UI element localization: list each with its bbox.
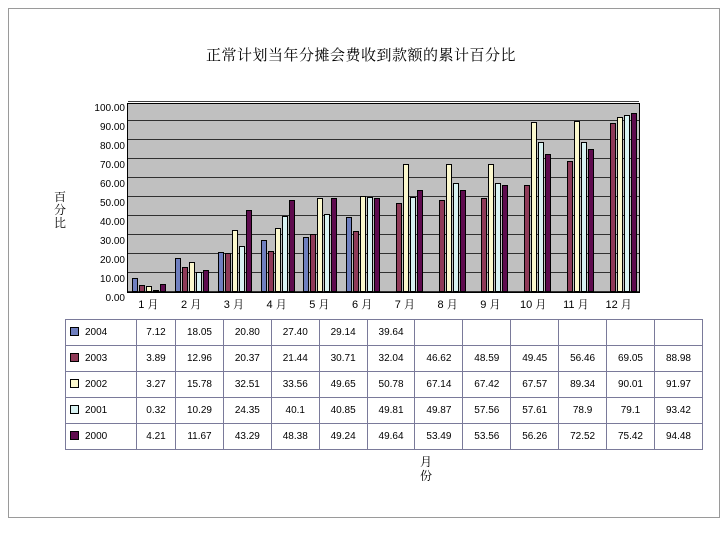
- bar[interactable]: [360, 196, 366, 292]
- legend-series-label: 2004: [85, 327, 108, 338]
- bar[interactable]: [146, 286, 152, 292]
- plot-wrapper: [127, 103, 640, 293]
- plot-region: [127, 103, 640, 293]
- bar-group: [256, 104, 299, 292]
- table-cell: 27.40: [271, 320, 319, 346]
- table-cell: 49.45: [511, 346, 559, 372]
- table-cell: [607, 320, 655, 346]
- table-cell: 20.37: [223, 346, 271, 372]
- chart-area[interactable]: [31, 23, 701, 491]
- bar-group: [299, 104, 342, 292]
- table-cell: 78.9: [559, 398, 607, 424]
- table-cell: 49.64: [367, 424, 415, 450]
- bar[interactable]: [203, 270, 209, 292]
- table-cell: 12.96: [176, 346, 224, 372]
- y-tick-label: 60.00: [99, 179, 125, 190]
- legend-key-cell: [66, 320, 137, 346]
- bar[interactable]: [624, 115, 630, 292]
- table-cell: 40.85: [319, 398, 367, 424]
- bar[interactable]: [346, 217, 352, 292]
- table-cell: 32.04: [367, 346, 415, 372]
- table-cell: 7.12: [137, 320, 176, 346]
- y-tick-label: 20.00: [99, 255, 125, 266]
- bar[interactable]: [588, 149, 594, 292]
- table-cell: [463, 320, 511, 346]
- bar-group: [470, 104, 513, 292]
- x-tick-label: 2 月: [181, 299, 202, 311]
- bar-group: [128, 104, 171, 292]
- bar-group: [556, 104, 599, 292]
- bar[interactable]: [275, 228, 281, 292]
- x-tick-label: 3 月: [223, 299, 244, 311]
- table-cell: 57.56: [463, 398, 511, 424]
- bar[interactable]: [232, 230, 238, 292]
- table-cell: 56.26: [511, 424, 559, 450]
- table-cell: [654, 320, 702, 346]
- bar[interactable]: [453, 183, 459, 292]
- legend-series-label: 2001: [85, 405, 108, 416]
- table-cell: 67.57: [511, 372, 559, 398]
- table-cell: 49.24: [319, 424, 367, 450]
- table-cell: 79.1: [607, 398, 655, 424]
- bar[interactable]: [153, 290, 159, 292]
- table-cell: 90.01: [607, 372, 655, 398]
- table-cell: 94.48: [654, 424, 702, 450]
- table-cell: 33.56: [271, 372, 319, 398]
- table-cell: 3.89: [137, 346, 176, 372]
- bar[interactable]: [367, 197, 373, 292]
- bar[interactable]: [289, 200, 295, 292]
- table-cell: 15.78: [176, 372, 224, 398]
- y-tick-label: 90.00: [99, 122, 125, 133]
- bar[interactable]: [531, 122, 537, 292]
- x-tick-label: 7 月: [394, 299, 415, 311]
- table-row: [66, 346, 703, 372]
- legend-series-label: 2000: [85, 431, 108, 442]
- bar[interactable]: [310, 234, 316, 292]
- slide-frame: [8, 8, 720, 518]
- y-tick-label: 70.00: [99, 160, 125, 171]
- table-cell: 21.44: [271, 346, 319, 372]
- legend-key-cell: [66, 398, 137, 424]
- table-cell: 49.87: [415, 398, 463, 424]
- y-axis-tick-labels: [61, 97, 125, 304]
- bar[interactable]: [396, 203, 402, 292]
- table-cell: 72.52: [559, 424, 607, 450]
- table-cell: 89.34: [559, 372, 607, 398]
- table-cell: 49.81: [367, 398, 415, 424]
- table-cell: 88.98: [654, 346, 702, 372]
- bar-group: [598, 104, 641, 292]
- y-tick-label: 50.00: [99, 198, 125, 209]
- bar[interactable]: [610, 123, 616, 292]
- bar[interactable]: [403, 164, 409, 292]
- bar[interactable]: [481, 198, 487, 292]
- bar-group: [385, 104, 428, 292]
- bar[interactable]: [545, 154, 551, 292]
- table-cell: 49.65: [319, 372, 367, 398]
- bar[interactable]: [268, 251, 274, 292]
- bar[interactable]: [160, 284, 166, 292]
- table-cell: 32.51: [223, 372, 271, 398]
- bar-group: [171, 104, 214, 292]
- table-cell: 91.97: [654, 372, 702, 398]
- legend-key-cell: [66, 424, 137, 450]
- bar[interactable]: [374, 198, 380, 292]
- table-cell: [559, 320, 607, 346]
- x-tick-label: 9 月: [480, 299, 501, 311]
- table-cell: 3.27: [137, 372, 176, 398]
- table-cell: 69.05: [607, 346, 655, 372]
- legend-series-label: 2003: [85, 353, 108, 364]
- x-tick-label: 8 月: [437, 299, 458, 311]
- bar[interactable]: [196, 272, 202, 292]
- x-tick-label: 6 月: [352, 299, 373, 311]
- bar[interactable]: [446, 164, 452, 292]
- table-cell: 48.59: [463, 346, 511, 372]
- legend-swatch-icon: [70, 353, 79, 362]
- table-cell: [511, 320, 559, 346]
- chart-title: 正常计划当年分摊会费收到款额的累计百分比: [206, 47, 517, 64]
- table-cell: 40.1: [271, 398, 319, 424]
- bar[interactable]: [417, 190, 423, 292]
- bar-group: [427, 104, 470, 292]
- table-cell: 48.38: [271, 424, 319, 450]
- y-tick-label: 10.00: [99, 274, 125, 285]
- y-tick-label: 80.00: [99, 141, 125, 152]
- x-tick-label: 11 月: [563, 299, 589, 311]
- bar[interactable]: [182, 267, 188, 292]
- table-cell: 39.64: [367, 320, 415, 346]
- x-tick-label: 4 月: [266, 299, 287, 311]
- bar[interactable]: [410, 197, 416, 292]
- legend-series-label: 2002: [85, 379, 108, 390]
- table-cell: 53.56: [463, 424, 511, 450]
- y-tick-label: 30.00: [99, 236, 125, 247]
- bar[interactable]: [132, 278, 138, 292]
- x-tick-label: 5 月: [309, 299, 330, 311]
- table-cell: 11.67: [176, 424, 224, 450]
- legend-swatch-icon: [70, 405, 79, 414]
- bar[interactable]: [631, 113, 637, 293]
- table-row: [66, 398, 703, 424]
- table-row: [66, 372, 703, 398]
- table-cell: 75.42: [607, 424, 655, 450]
- bar[interactable]: [331, 198, 337, 292]
- table-cell: 53.49: [415, 424, 463, 450]
- table-cell: [415, 320, 463, 346]
- table-cell: 24.35: [223, 398, 271, 424]
- bar[interactable]: [581, 142, 587, 292]
- bar[interactable]: [218, 252, 224, 292]
- bar[interactable]: [538, 142, 544, 292]
- y-axis-title: 百分比: [53, 190, 66, 230]
- table-cell: 18.05: [176, 320, 224, 346]
- bar[interactable]: [261, 240, 267, 292]
- bar[interactable]: [324, 214, 330, 292]
- table-cell: 29.14: [319, 320, 367, 346]
- bar[interactable]: [317, 198, 323, 292]
- bar-group: [214, 104, 257, 292]
- bar[interactable]: [488, 164, 494, 292]
- x-axis-tick-labels: [127, 296, 640, 314]
- bar[interactable]: [225, 253, 231, 292]
- bar[interactable]: [239, 246, 245, 292]
- bar[interactable]: [495, 183, 501, 292]
- bar[interactable]: [139, 285, 145, 292]
- table-cell: 67.14: [415, 372, 463, 398]
- table-cell: 93.42: [654, 398, 702, 424]
- table-cell: 57.61: [511, 398, 559, 424]
- y-tick-label: 40.00: [99, 217, 125, 228]
- bar[interactable]: [175, 258, 181, 292]
- bar[interactable]: [502, 185, 508, 292]
- y-tick-label: 100.00: [94, 103, 125, 114]
- table-cell: 30.71: [319, 346, 367, 372]
- legend-swatch-icon: [70, 327, 79, 336]
- table-cell: 0.32: [137, 398, 176, 424]
- bar[interactable]: [189, 262, 195, 292]
- bar[interactable]: [574, 121, 580, 292]
- bar-group: [513, 104, 556, 292]
- bar[interactable]: [567, 161, 573, 292]
- bar[interactable]: [460, 190, 466, 292]
- table-cell: 67.42: [463, 372, 511, 398]
- bar[interactable]: [617, 117, 623, 292]
- table-cell: 4.21: [137, 424, 176, 450]
- x-axis-title: 月份: [419, 455, 432, 483]
- table-cell: 20.80: [223, 320, 271, 346]
- table-cell: 43.29: [223, 424, 271, 450]
- table-row: [66, 424, 703, 450]
- y-tick-label: 0.00: [105, 293, 125, 304]
- bar-group: [342, 104, 385, 292]
- bar[interactable]: [524, 185, 530, 292]
- table-cell: 10.29: [176, 398, 224, 424]
- gridline: [128, 101, 639, 102]
- bar[interactable]: [303, 237, 309, 292]
- legend-swatch-icon: [70, 379, 79, 388]
- x-tick-label: 1 月: [138, 299, 159, 311]
- table-cell: 56.46: [559, 346, 607, 372]
- bar[interactable]: [353, 231, 359, 292]
- x-tick-label: 10 月: [519, 299, 547, 311]
- bar[interactable]: [439, 200, 445, 292]
- legend-swatch-icon: [70, 431, 79, 440]
- table-row: [66, 320, 703, 346]
- table-cell: 46.62: [415, 346, 463, 372]
- table-cell: 50.78: [367, 372, 415, 398]
- chart-data-table: [65, 319, 703, 450]
- legend-key-cell: [66, 346, 137, 372]
- x-tick-label: 12 月: [605, 299, 632, 311]
- legend-key-cell: [66, 372, 137, 398]
- bar[interactable]: [282, 216, 288, 292]
- bar[interactable]: [246, 210, 252, 292]
